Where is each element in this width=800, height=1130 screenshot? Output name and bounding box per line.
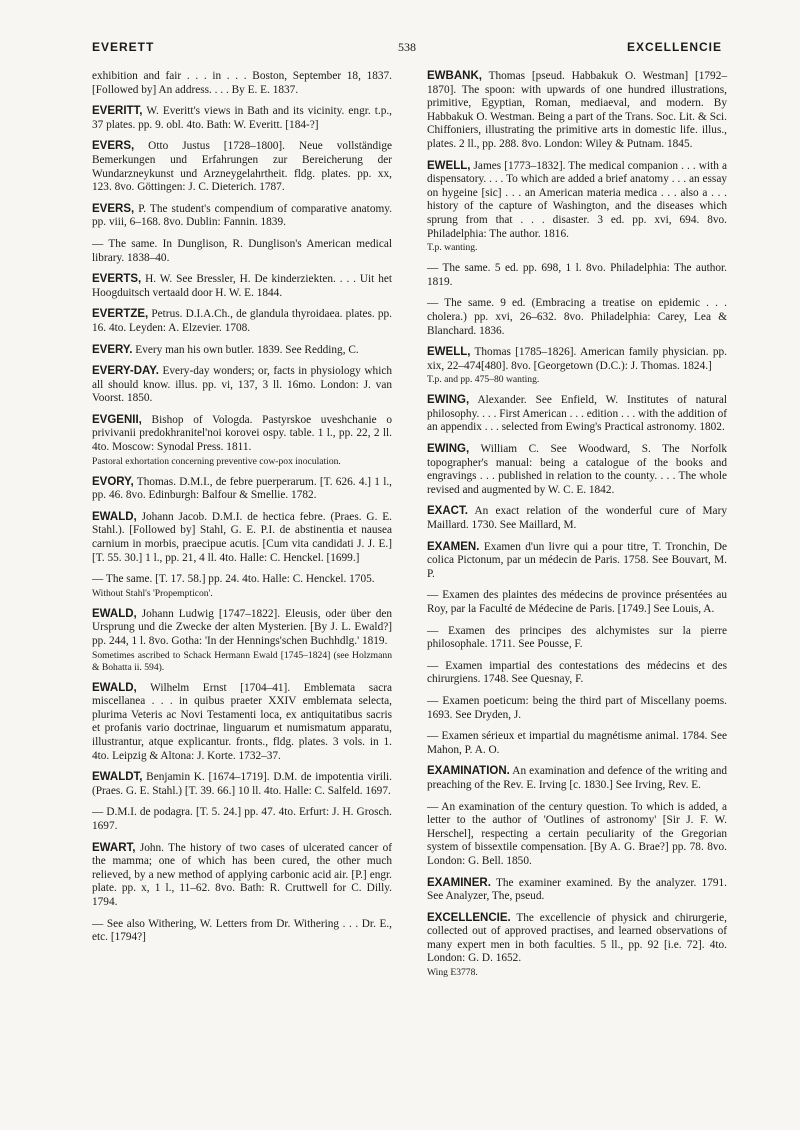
entry-heading: EWALDT,: [92, 771, 143, 784]
entry-heading: EXCELLENCIE.: [427, 911, 511, 924]
entry-text: P. The student's compendium of comparative anatomy. pp. viii, 6–168. 8vo. Dublin: Fannin. 1839.: [92, 202, 392, 229]
catalogue-entry: [427, 765, 727, 792]
entry-heading: EWALD,: [92, 607, 137, 620]
entry-text: James [1773–1832]. The medical companion . . . with a dispensatory. . . . To which are added a brief anatomy . . . an essay on hygeine [sic] . . . an American materia medica . . . also a . . . history of the capture of Washington, and the diseases which sprung from that . . . disaster. 3 ed. pp. xvi, 694. 8vo. Philadelphia: The author. 1816.: [427, 159, 727, 240]
catalogue-entry: [427, 695, 727, 722]
entry-heading: EWELL,: [427, 159, 471, 172]
entry-note: Sometimes ascribed to Schack Hermann Ewald [1745–1824] (see Holzmann & Bohatta ii. 594).: [92, 649, 392, 673]
header-left-word: EVERETT: [92, 40, 155, 54]
entry-heading: EVERS,: [92, 202, 135, 215]
catalogue-entry: [92, 842, 392, 910]
catalogue-entry: [427, 346, 727, 386]
entry-text: — Examen des plaintes des médecins de province présentées au Roy, par la Faculté de Médecine de Paris. [1749.] See Louis, A.: [427, 589, 727, 615]
entry-text: Wilhelm Ernst [1704–41]. Emblemata sacra miscellanea . . . in quibus praeter XXIV emblemata selecta, plurima Veteris ac Novi Testamenti loca, ex antiquitatibus sacris et profanis vario doctrinae, linguarum et numismatum apparatu, illustrantur, atque explicantur. fronts., fldg. plates. 3 vols. in 1. 4to. Leipzig & Altona: J. Korte. 1732–37.: [92, 681, 392, 762]
entry-heading: EVGENII,: [92, 413, 142, 426]
catalogue-entry: [427, 912, 727, 979]
entry-text: — Examen sérieux et impartial du magnétisme animal. 1784. See Mahon, P. A. O.: [427, 730, 727, 756]
entry-note: T.p. wanting.: [427, 242, 478, 254]
entry-heading: EVERITT,: [92, 105, 143, 118]
entry-text: John. The history of two cases of ulcerated cancer of the mamma; one of which has been cured, the other much relieved, by a new method of applying carbonic acid air. [P.] engr. plate. pp. x, 1 l., 11–62. 8vo. Bath: R. Cruttwell for C. Dilly. 1794.: [92, 841, 392, 908]
entry-note: Without Stahl's 'Propempticon'.: [92, 587, 213, 599]
entry-text: An examination and defence of the writing and preaching of the Rev. E. Irving [c. 1830.] See Irving, Rev. E.: [427, 765, 727, 791]
entry-text: Johann Ludwig [1747–1822]. Eleusis, oder über den Ursprung und die Zwecke der alten Mysterien. [By J. L. Ewald?] pp. 244, 1 l. 8vo. Gotha: 'In der Hennings'schen Buchhdlg.' 1819.: [92, 607, 392, 647]
entry-heading: EXAMEN.: [427, 540, 480, 553]
entry-text: — See also Withering, W. Letters from Dr. Withering . . . Dr. E., etc. [1794?]: [92, 917, 392, 944]
entry-text: Every-day wonders; or, facts in physiology which all should know. illus. pp. vi, 137, 3 ll. 16mo. London: J. van Voorst. 1850.: [92, 365, 392, 405]
entry-text: An exact relation of the wonderful cure of Mary Maillard. 1730. See Maillard, M.: [427, 505, 727, 532]
entry-text: — An examination of the century question. To which is added, a letter to the author of 'Outlines of astronomy' [Sir J. F. W. Herschel], respecting a certain peculiarity of the Gregorian system of bissextile compensation. [By A. G. Brae?] pp. 78. 8vo. London: G. Bell. 1850.: [427, 800, 727, 867]
entry-text: The examiner examined. By the analyzer. 1791. See Analyzer, The, pseud.: [427, 876, 727, 903]
right-column: [427, 70, 727, 987]
catalogue-entry: [92, 70, 392, 97]
catalogue-entry: [92, 682, 392, 764]
catalogue-entry: [92, 771, 392, 798]
entry-heading: EWBANK,: [427, 70, 482, 82]
catalogue-entry: [427, 394, 727, 435]
catalogue-entry: [92, 414, 392, 468]
entry-text: Examen d'un livre qui a pour titre, T. Tronchin, De colica Pictonum, par un médecin de Paris. 1758. See Bouvart, M. P.: [427, 540, 727, 580]
entry-text: The excellencie of physick and chirurgerie, collected out of approved practises, and learned observations of many expert men in both faculties. 5 ll., pp. 92 [i.e. 72]. 4to. London: G. D. 1652.: [427, 911, 727, 965]
catalogue-entry: [427, 262, 727, 289]
catalogue-entry: [92, 238, 392, 265]
entry-text: — Examen poeticum: being the third part of Miscellany poems. 1693. See Dryden, J.: [427, 694, 727, 721]
entry-note: T.p. and pp. 475–80 wanting.: [427, 374, 540, 386]
entry-text: Johann Jacob. D.M.I. de hectica febre. (Praes. G. E. Stahl.). [Followed by] Stahl, G. E. P.I. de abstinentia et nausea carnium in morbis, praecipue acutis. [Cum vita candidati J. J. E.] [T. 55. 30.] 1 l., pp. 21, 4 ll. 4to. Halle: C. Henckel. [1699.]: [92, 510, 392, 564]
catalogue-entry: [427, 625, 727, 652]
catalogue-entry: [427, 589, 727, 616]
entry-heading: EVORY,: [92, 475, 134, 488]
entry-text: — The same. 5 ed. pp. 698, 1 l. 8vo. Philadelphia: The author. 1819.: [427, 262, 727, 288]
entry-text: — Examen impartial des contestations des médecins et des chirurgiens. 1748. See Quesnay, F.: [427, 659, 727, 686]
catalogue-entry: [427, 443, 727, 497]
catalogue-entry: [92, 476, 392, 503]
entry-heading: EWALD,: [92, 681, 137, 694]
entry-heading: EXACT.: [427, 505, 468, 518]
entry-note: Wing E3778.: [427, 967, 478, 979]
entry-heading: EVERTS,: [92, 273, 142, 286]
catalogue-entry: [92, 203, 392, 230]
catalogue-entry: [427, 541, 727, 582]
entry-text: — The same. In Dunglison, R. Dunglison's American medical library. 1838–40.: [92, 237, 392, 264]
entry-text: Otto Justus [1728–1800]. Neue vollständige Bemerkungen und Erfahrungen zur Bereicherung der Wundarzneykunst und Arzneygelahrtheit. fldg. plates. pp. xx, 123. 8vo. Göttingen: J. C. Dieterich. 1787.: [92, 140, 392, 194]
entry-heading: EVERTZE,: [92, 308, 149, 321]
catalogue-entry: [427, 160, 727, 255]
running-header: [92, 40, 722, 56]
catalogue-entry: [92, 608, 392, 674]
catalogue-entry: [427, 877, 727, 904]
catalogue-entry: [427, 801, 727, 869]
entry-text: Petrus. D.I.A.Ch., de glandula thyroidaea. plates. pp. 16. 4to. Leyden: A. Elzevier. 1708.: [92, 308, 392, 334]
catalogue-entry: [427, 70, 727, 152]
entry-text: Alexander. See Enfield, W. Institutes of natural philosophy. . . . First American . . . edition . . . with the addition of an appendix . . . selected from Ewing's Practical astronomy. 1802.: [427, 394, 727, 434]
entry-heading: EWALD,: [92, 510, 137, 523]
entry-text: W. Everitt's views in Bath and its vicinity. engr. t.p., 37 plates. pp. 9. obl. 4to. Bath: W. Everitt. [184-?]: [92, 105, 392, 131]
entry-heading: EWELL,: [427, 346, 471, 359]
catalogue-entry: [427, 297, 727, 338]
catalogue-entry: [427, 730, 727, 757]
catalogue-entry: [92, 344, 392, 358]
entry-text: exhibition and fair . . . in . . . Boston, September 18, 1837. [Followed by] An address. . . . By E. E. 1837.: [92, 70, 392, 96]
entry-text: Bishop of Vologda. Pastyrskoe uveshchanie o privivanii predokhranitel'noi korovei ospy. table. 1 l., pp. 22, 2 ll. 4to. Moscow: Synodal Press. 1811.: [92, 413, 392, 454]
entry-text: Every man his own butler. 1839. See Redding, C.: [132, 343, 359, 356]
entry-text: — D.M.I. de podagra. [T. 5. 24.] pp. 47. 4to. Erfurt: J. H. Grosch. 1697.: [92, 806, 392, 832]
catalogue-entry: [92, 105, 392, 132]
entry-note: Pastoral exhortation concerning preventive cow-pox inoculation.: [92, 455, 341, 467]
entry-text: Thomas [1785–1826]. American family physician. pp. xix, 22–474[480]. 8vo. [Georgetown (D.C.): J. Thomas. 1824.]: [427, 346, 727, 372]
entry-text: — Examen des principes des alchymistes sur la pierre philosophale. 1711. See Pousse, F.: [427, 624, 727, 651]
entry-heading: EVERY-DAY.: [92, 365, 159, 378]
catalogue-entry: [92, 511, 392, 565]
entry-text: H. W. See Bressler, H. De kinderziekten. . . . Uit het Hoogduitsch vertaald door H. W. E. 1844.: [92, 273, 392, 299]
entry-heading: EWART,: [92, 841, 136, 854]
catalogue-entry: [92, 806, 392, 833]
header-right-word: EXCELLENCIE: [626, 40, 722, 54]
catalogue-entry: [92, 140, 392, 194]
entry-text: Thomas [pseud. Habbakuk O. Westman] [1792–1870]. The spoon: with upwards of one hundred illustrations, primitive, Egyptian, Roman, mediaeval, and modern. By Habbakuk O. Westman. Being a part of the Trans. Soc. Lit. & Sci. Chiffoniers, illustrating the primitive arts in domestic life. illus., plates. 2 ll., pp. 288. 8vo. London: Wiley & Putnam. 1845.: [427, 70, 727, 150]
catalogue-entry: [92, 273, 392, 300]
entry-text: William C. See Woodward, S. The Norfolk topographer's manual: being a catalogue of the books and engravings . . . published in relation to the county. . . . The whole revised and augmented by W. C. E. 1842.: [427, 443, 727, 496]
catalogue-entry: [427, 660, 727, 687]
entry-heading: EWING,: [427, 443, 470, 456]
left-column: [92, 70, 392, 953]
catalogue-entry: [92, 573, 392, 600]
entry-heading: EVERY.: [92, 343, 133, 356]
catalogue-entry: [92, 918, 392, 945]
entry-text: Thomas. D.M.I., de febre puerperarum. [T. 626. 4.] 1 l., pp. 46. 8vo. Edinburgh: Balfour & Smellie. 1782.: [92, 475, 392, 502]
entry-heading: EXAMINATION.: [427, 765, 510, 778]
catalogue-entry: [92, 308, 392, 335]
entry-heading: EXAMINER.: [427, 876, 491, 889]
entry-heading: EWING,: [427, 394, 470, 407]
page-number: 538: [398, 40, 416, 54]
entry-heading: EVERS,: [92, 140, 135, 153]
entry-text: Benjamin K. [1674–1719]. D.M. de impotentia virili. (Praes. G. E. Stahl.) [T. 39. 66.] 10 ll. 4to. Halle: C. Salfeld. 1697.: [92, 771, 392, 797]
catalogue-entry: [92, 365, 392, 406]
entry-text: — The same. [T. 17. 58.] pp. 24. 4to. Halle: C. Henckel. 1705.: [92, 573, 375, 586]
entry-text: — The same. 9 ed. (Embracing a treatise on epidemic . . . cholera.) pp. xvi, 26–632. 8vo. Philadelphia: Carey, Lea & Blanchard. 1836.: [427, 297, 727, 337]
catalogue-entry: [427, 505, 727, 532]
